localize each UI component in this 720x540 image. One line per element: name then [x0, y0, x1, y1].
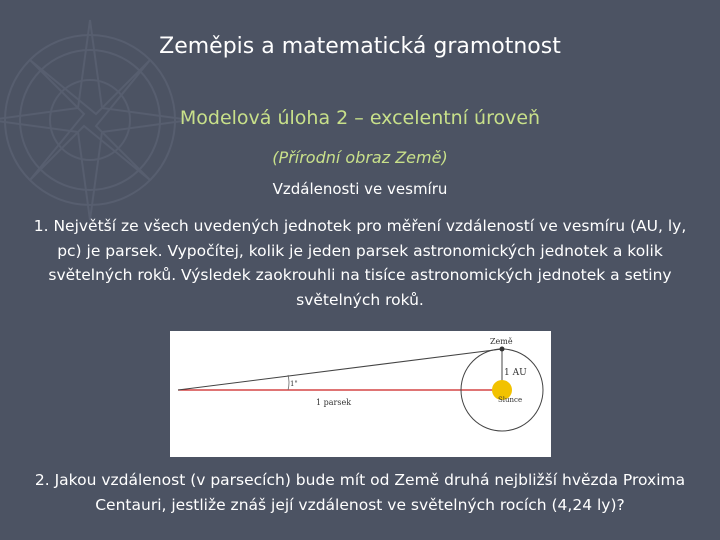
sightline-to-earth	[178, 349, 502, 390]
label-sun: Slunce	[498, 396, 523, 404]
angle-arc	[288, 375, 289, 390]
label-parsec: 1 parsek	[316, 398, 352, 407]
label-au: 1 AU	[504, 368, 527, 378]
parsec-diagram	[170, 331, 551, 457]
slide-title: Zeměpis a matematická gramotnost	[159, 34, 561, 59]
section-heading: Vzdálenosti ve vesmíru	[272, 180, 448, 198]
label-earth: Země	[490, 337, 513, 346]
slide-subtitle: Modelová úloha 2 – excelentní úroveň	[179, 107, 541, 129]
task-2-text: 2. Jakou vzdálenost (v parsecích) bude mít od Země druhá nejbližší hvězda Proxima Centauri, jestliže znáš její vzdálenost ve světelných rocích (4,24 ly)?	[34, 471, 686, 514]
earth-icon	[500, 347, 505, 352]
label-angle: 1"	[290, 380, 298, 388]
task-1-text: 1. Největší ze všech uvedených jednotek pro měření vzdáleností ve vesmíru (AU, ly, pc) je parsek. Vypočítej, kolik je jeden parsek astronomických jednotek a kolik světelných roků. Výsledek zaokrouhli na tisíce astronomických jednotek a setiny světelných roků.	[33, 217, 687, 309]
topic-label: (Přírodní obraz Země)	[272, 148, 448, 167]
